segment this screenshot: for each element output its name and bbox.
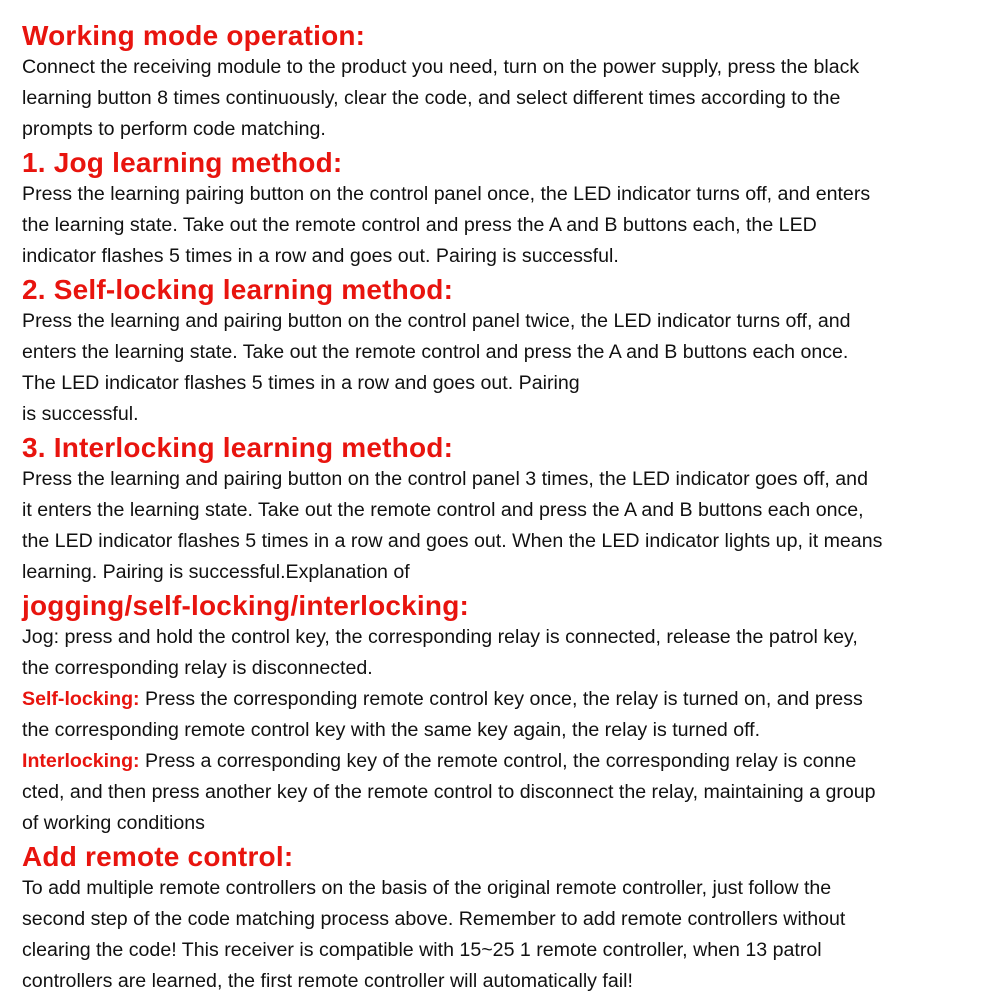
section-self-locking-learning xyxy=(22,274,992,430)
section-heading: Add remote control: xyxy=(22,841,294,872)
section-heading: 2. Self-locking learning method: xyxy=(22,274,454,305)
section-heading: 1. Jog learning method: xyxy=(22,147,343,178)
body-line: the learning state. Take out the remote control and press the A and B buttons each, the LED xyxy=(22,214,817,236)
body-text: Press a corresponding key of the remote control, the corresponding relay is conne xyxy=(139,750,857,772)
body-line: is successful. xyxy=(22,403,139,425)
interlocking-label: Interlocking: xyxy=(22,750,140,772)
section-heading: 3. Interlocking learning method: xyxy=(22,432,454,463)
body-line: To add multiple remote controllers on the basis of the original remote controller, just follow the xyxy=(22,877,832,899)
body-line: of working conditions xyxy=(22,812,205,834)
body-line: the corresponding remote control key with the same key again, the relay is turned off. xyxy=(22,719,761,741)
body-line: second step of the code matching process above. Remember to add remote controllers without xyxy=(22,908,846,930)
section-heading: jogging/self-locking/interlocking: xyxy=(22,590,470,621)
body-line: Jog: press and hold the control key, the corresponding relay is connected, release the patrol key, xyxy=(22,626,858,648)
section-explanation xyxy=(22,590,992,839)
self-locking-label: Self-locking: xyxy=(22,688,140,710)
section-jog-learning xyxy=(22,147,992,272)
interlocking-definition xyxy=(22,746,992,777)
body-line: learning. Pairing is successful.Explanation of xyxy=(22,561,410,583)
body-line: learning button 8 times continuously, clear the code, and select different times according to the xyxy=(22,87,841,109)
body-line: the LED indicator flashes 5 times in a row and goes out. When the LED indicator lights up, it means xyxy=(22,530,883,552)
body-line: it enters the learning state. Take out the remote control and press the A and B buttons each once, xyxy=(22,499,864,521)
body-line: prompts to perform code matching. xyxy=(22,118,326,140)
section-heading: Working mode operation: xyxy=(22,20,366,51)
body-line: Press the learning pairing button on the control panel once, the LED indicator turns off, and enters xyxy=(22,183,871,205)
body-line: Press the learning and pairing button on the control panel twice, the LED indicator turns off, and xyxy=(22,310,851,332)
section-working-mode xyxy=(22,20,992,145)
body-line: indicator flashes 5 times in a row and goes out. Pairing is successful. xyxy=(22,245,619,267)
body-line: clearing the code! This receiver is compatible with 15~25 1 remote controller, when 13 patrol xyxy=(22,939,822,961)
body-line: enters the learning state. Take out the remote control and press the A and B buttons each once. xyxy=(22,341,849,363)
body-line: the corresponding relay is disconnected. xyxy=(22,657,373,679)
body-line: Connect the receiving module to the product you need, turn on the power supply, press the black xyxy=(22,56,860,78)
body-line: Press the learning and pairing button on the control panel 3 times, the LED indicator goes off, and xyxy=(22,468,868,490)
body-line: controllers are learned, the first remote controller will automatically fail! xyxy=(22,970,633,992)
section-add-remote xyxy=(22,841,992,997)
body-line: cted, and then press another key of the remote control to disconnect the relay, maintaining a group xyxy=(22,781,876,803)
body-line: The LED indicator flashes 5 times in a row and goes out. Pairing xyxy=(22,372,580,394)
section-interlocking-learning xyxy=(22,432,992,588)
instruction-document xyxy=(22,20,992,997)
self-locking-definition xyxy=(22,684,992,715)
body-text: Press the corresponding remote control key once, the relay is turned on, and press xyxy=(139,688,863,710)
